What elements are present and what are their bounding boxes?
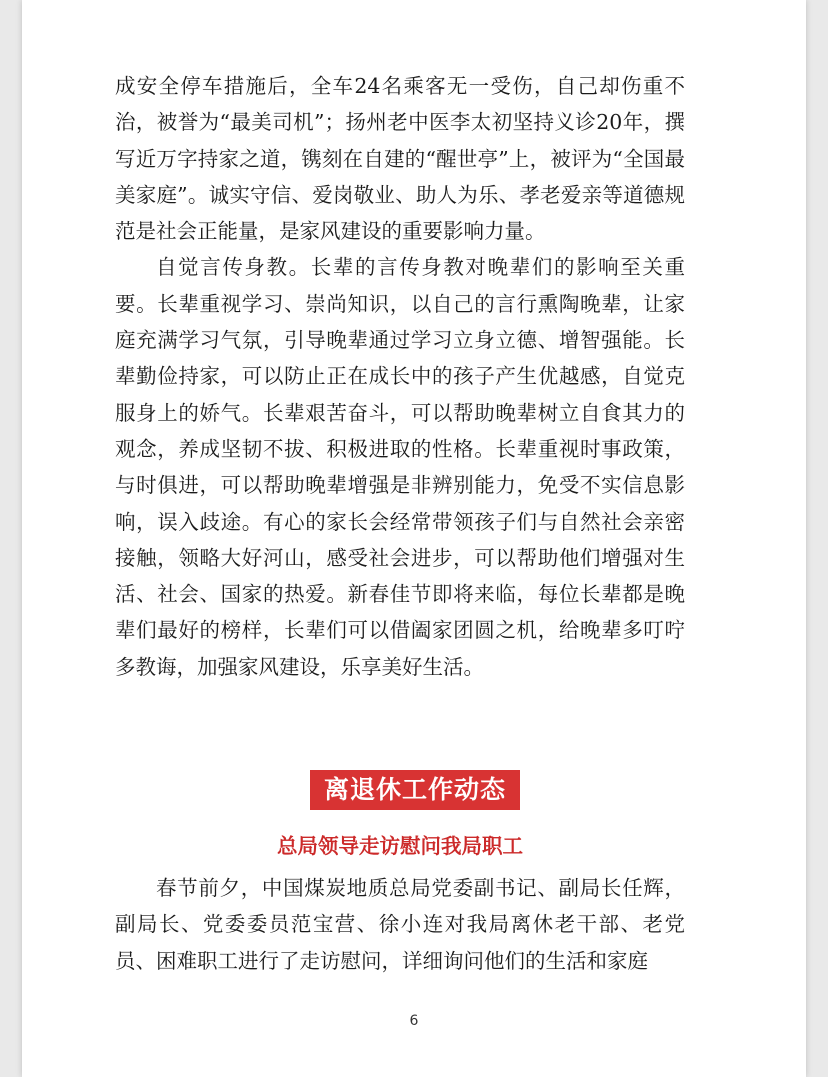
section-banner: 离退休工作动态 (310, 770, 520, 810)
article-paragraph: 春节前夕，中国煤炭地质总局党委副书记、副局长任辉，副局长、党委委员范宝营、徐小连对我局离休老干部、老党员、困难职工进行了走访慰问，详细询问他们的生活和家庭 (115, 876, 685, 973)
paragraph-self-conscious-teaching: 自觉言传身教。长辈的言传身教对晚辈们的影响至关重要。长辈重视学习、崇尚知识，以自己的言行熏陶晚辈，让家庭充满学习气氛，引导晚辈通过学习立身立德、增智强能。长辈勤俭持家，可以防止正在成长中的孩子产生优越感，自觉克服身上的娇气。长辈艰苦奋斗，可以帮助晚辈树立自食其力的观念，养成坚韧不拔、积极进取的性格。长辈重视时事政策，与时俱进，可以帮助晚辈增强是非辨别能力，免受不实信息影响，误入歧途。有心的家长会经常带领孩子们与自然社会亲密接触，领略大好河山，感受社会进步，可以帮助他们增强对生活、社会、国家的热爱。新春佳节即将来临，每位长辈都是晚辈们最好的榜样，长辈们可以借阖家团圆之机，给晚辈多叮咛多教诲，加强家风建设，乐享美好生活。 (115, 255, 685, 679)
body-text (115, 68, 685, 685)
page-number: 6 (409, 1013, 419, 1029)
article-title: 总局领导走访慰问我局职工 (277, 834, 523, 858)
article-body (115, 870, 685, 979)
continued-paragraph: 成安全停车措施后，全车24名乘客无一受伤，自己却伤重不治，被誉为“最美司机”；扬州老中医李太初坚持义诊20年，撰写近万字持家之道，镌刻在自建的“醒世亭”上，被评为“全国最美家庭”。诚实守信、爱岗敬业、助人为乐、孝老爱亲等道德规范是社会正能量，是家风建设的重要影响力量。 (115, 74, 685, 244)
